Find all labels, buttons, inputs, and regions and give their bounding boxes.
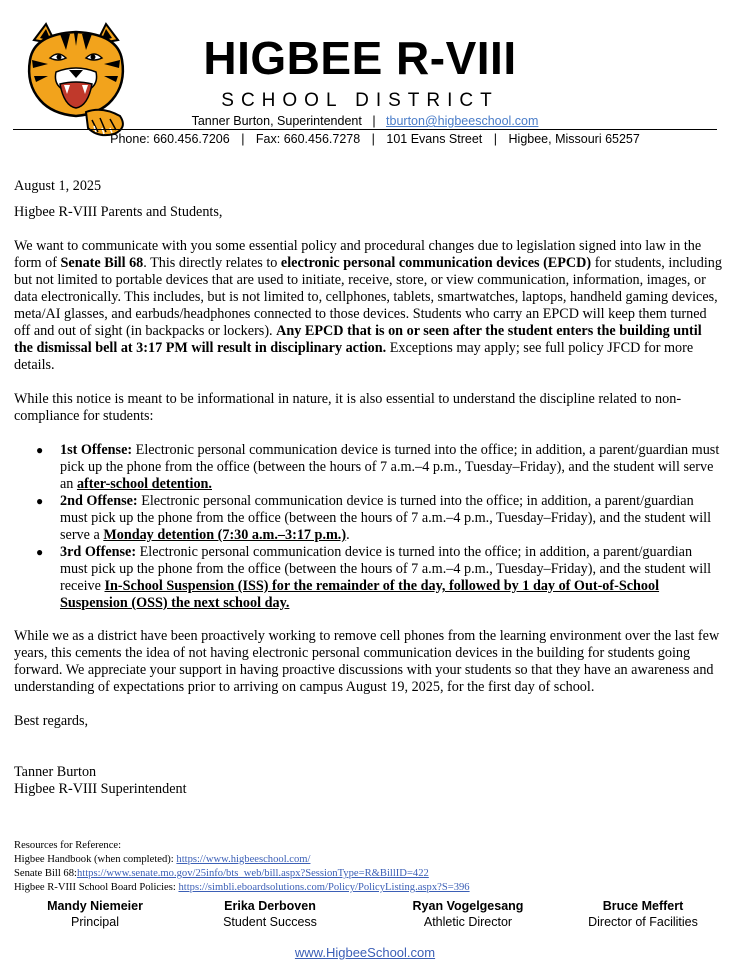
bold-text: Any EPCD that is on or seen after the student enters the building until the dismissal bell at 3:17 PM will result in disciplinary action. — [14, 323, 702, 356]
district-subtitle: SCHOOL DISTRICT — [221, 90, 499, 111]
resource-label: Higbee Handbook (when completed): — [14, 854, 177, 865]
fax-number: Fax: 660.456.7278 — [255, 132, 361, 146]
offense-label: 2nd Offense: — [60, 493, 138, 509]
separator: | — [241, 132, 245, 146]
separator: | — [493, 132, 498, 146]
website-link[interactable]: www.HigbeeSchool.com — [294, 945, 436, 960]
list-item — [14, 442, 722, 493]
resource-item — [14, 853, 722, 867]
list-item — [14, 493, 722, 544]
offense-tail: . — [346, 527, 350, 543]
city-address: Higbee, Missouri 65257 — [508, 132, 640, 146]
bullet-icon: ● — [36, 545, 44, 559]
senate-bill-link[interactable]: https://www.senate.mo.gov/25info/bts_web/bill.aspx?SessionType=R&BillID=422 — [76, 868, 429, 879]
staff-name: Erika Derboven — [224, 899, 316, 913]
staff-name: Bruce Meffert — [602, 899, 684, 913]
letter-date: August 1, 2025 — [14, 178, 102, 194]
offense-penalty: In-School Suspension (ISS) for the remainder of the day, followed by 1 day of Out-of-School Suspension (OSS) the next school day. — [60, 578, 660, 611]
offense-penalty: Monday detention (7:30 a.m.–3:17 p.m.) — [103, 527, 347, 543]
staff-title: Director of Facilities — [588, 915, 698, 929]
resources-section — [14, 839, 722, 895]
letter-body — [14, 178, 722, 798]
separator: | — [372, 114, 376, 128]
staff-title: Student Success — [223, 915, 317, 929]
offense-text: Electronic personal communication device is turned into the office; in addition, a parent/guardian must pick up the phone from the office (between the hours of 7 a.m.–4 p.m., Tuesday–Friday), and the student will receive — [60, 544, 712, 594]
text-run: We want to communicate with you some essential policy and procedural changes due to legislation signed into law in the form of — [14, 238, 702, 271]
salutation: Higbee R-VIII Parents and Students, — [14, 204, 223, 220]
handbook-link[interactable]: https://www.higbeeschool.com/ — [176, 854, 311, 865]
bullet-icon: ● — [36, 494, 44, 508]
tiger-mascot-logo-icon — [20, 20, 132, 140]
superintendent-name: Tanner Burton, Superintendent — [191, 114, 362, 128]
resource-item — [14, 867, 722, 881]
bold-text: Senate Bill 68 — [60, 255, 144, 271]
staff-member — [558, 898, 728, 930]
superintendent-line — [130, 113, 600, 129]
staff-member — [185, 898, 355, 930]
closing-paragraph: While we as a district have been proactively working to remove cell phones from the learning environment over the last few years, this cements the idea of not having electronic personal communication devices in the building for students going forward. We appreciate your support in having proactive discussions with your students so that they have an awareness and understanding of expectations prior to arriving on campus August 19, 2025, for the first day of school. — [14, 628, 720, 695]
board-policies-link[interactable]: https://simbli.eboardsolutions.com/Policy/PolicyListing.aspx?S=396 — [178, 882, 470, 893]
email-link[interactable]: tburton@higbeeschool.com — [386, 114, 539, 128]
offense-text: Electronic personal communication device is turned into the office; in addition, a parent/guardian must pick up the phone from the office (between the hours of 7 a.m.–4 p.m., Tuesday–Friday), and the student will serve a — [60, 493, 712, 543]
resource-item — [14, 881, 722, 895]
offense-label: 3rd Offense: — [60, 544, 137, 560]
staff-member — [10, 898, 180, 930]
staff-title: Athletic Director — [423, 915, 513, 929]
staff-name: Mandy Niemeier — [47, 899, 143, 913]
offense-label: 1st Offense: — [60, 442, 133, 458]
signer-name: Tanner Burton — [14, 764, 97, 780]
bold-text: electronic personal communication devices (EPCD) — [280, 255, 592, 271]
discipline-intro-paragraph: While this notice is meant to be informational in nature, it is also essential to understand the discipline related to non-compliance for students: — [14, 391, 682, 424]
street-address: 101 Evans Street — [386, 132, 483, 146]
list-item — [14, 544, 722, 612]
closing-line: Best regards, — [14, 713, 89, 729]
text-run: for students, including but not limited to portable devices that are used to initiate, receive, store, or view communication, information, images, or data electronically. This includes, but is not limited to, cellphones, tablets, smartwatches, laptops, handheld gaming devices, meta/AI glasses, and earbuds/headphones connected to those devices. Students who carry an EPCD will keep them turned off and out of sight (in backpacks or lockers). — [14, 255, 722, 339]
separator: | — [371, 132, 375, 146]
resources-heading: Resources for Reference: — [14, 840, 122, 851]
resource-label: Senate Bill 68: — [14, 868, 77, 879]
resource-label: Higbee R-VIII School Board Policies: — [14, 882, 179, 893]
district-name: HIGBEE R-VIII — [203, 32, 517, 84]
offense-list — [14, 442, 722, 612]
policy-paragraph — [14, 238, 722, 374]
staff-member — [383, 898, 553, 930]
offense-text: Electronic personal communication device is turned into the office; in addition, a parent/guardian must pick up the phone from the office (between the hours of 7 a.m.–4 p.m., Tuesday–Friday), and the student will serve an — [60, 442, 720, 492]
signer-title: Higbee R-VIII Superintendent — [14, 781, 187, 797]
offense-penalty: after-school detention. — [76, 476, 212, 492]
phone-number: Phone: 660.456.7206 — [110, 132, 230, 146]
staff-name: Ryan Vogelgesang — [412, 899, 524, 913]
text-run: . This directly relates to — [143, 255, 281, 271]
bullet-icon: ● — [36, 443, 44, 457]
header-divider — [13, 129, 717, 130]
contact-line — [30, 131, 720, 147]
staff-title: Principal — [71, 915, 119, 929]
text-run: Exceptions may apply; see full policy JFCD for more details. — [14, 340, 694, 373]
